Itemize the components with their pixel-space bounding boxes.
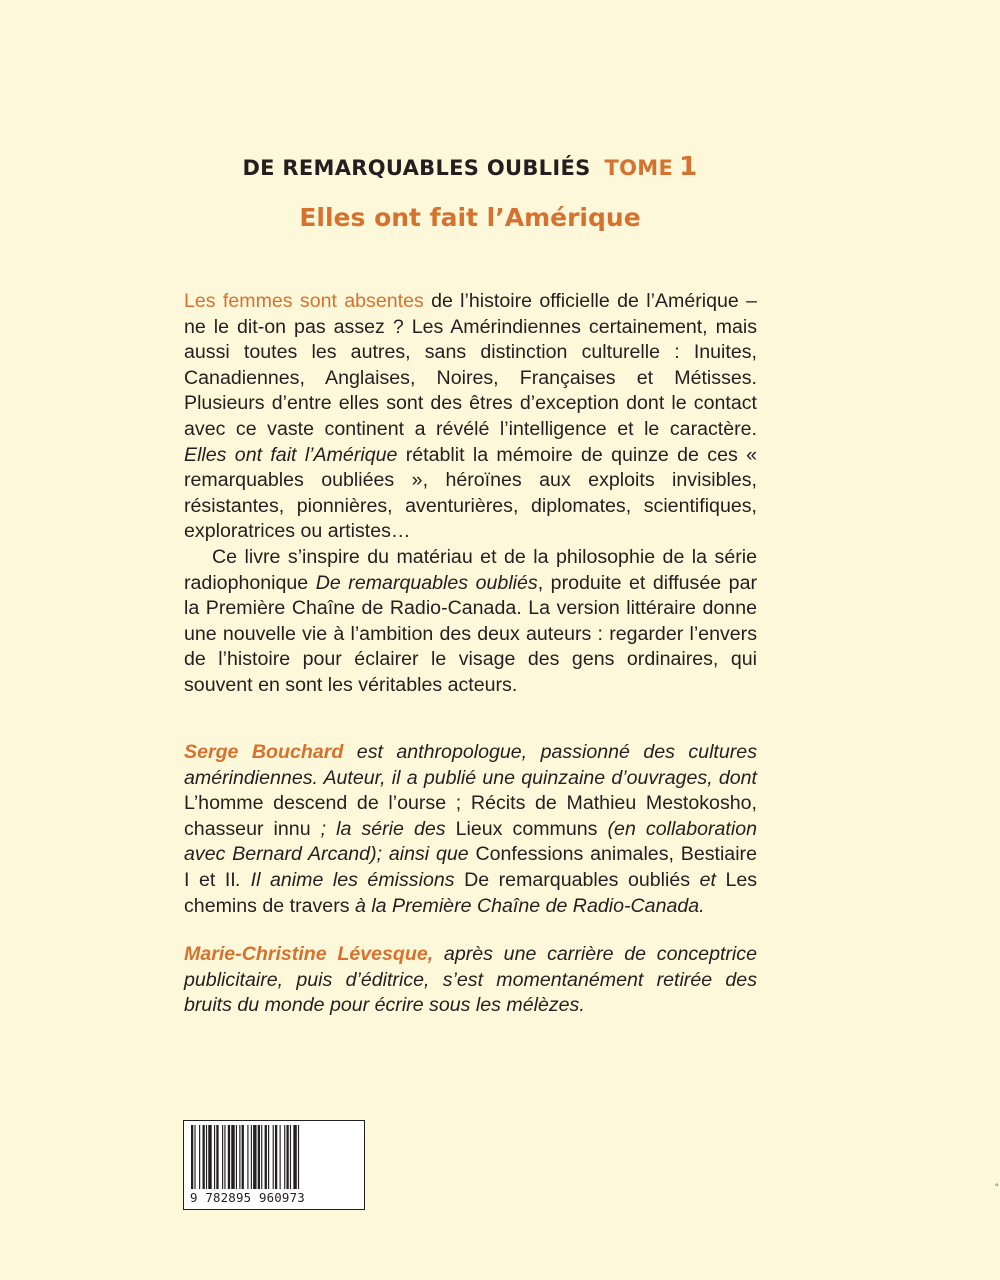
barcode-bar	[280, 1125, 281, 1189]
author-bio-levesque	[184, 942, 757, 1019]
work-title: De remarquables oubliés	[464, 868, 691, 891]
barcode-bar	[228, 1125, 230, 1189]
bio-text: à la Première Chaîne de Radio-Canada.	[349, 894, 705, 917]
bio-text: ;	[446, 792, 471, 815]
tome-label: TOME	[604, 156, 674, 180]
barcode-bar	[290, 1125, 291, 1189]
bio-paragraph	[184, 740, 757, 919]
author-name: Marie-Christine Lévesque,	[184, 943, 434, 965]
author-bio-bouchard	[184, 740, 757, 919]
edge-mark: ◦	[995, 1180, 999, 1191]
work-title: Lieux communs	[455, 817, 598, 840]
bio-text: est anthropologue, passionné des cultures amérindiennes. Auteur, il a publié une quinzaine d’ouvrages, dont	[184, 741, 757, 789]
barcode-bar	[265, 1125, 267, 1189]
summary-text: de l’histoire officielle de l’Amérique – ne le dit-on pas assez ? Les Amérindiennes certainement, mais aussi toutes les autres, sans distinction culturelle : Inuites, Canadiennes, Anglaises, Noires, Françaises et Métisses. Plusieurs d’entre elles sont des êtres d’exception dont le contact avec ce vaste continent a révélé l’intelligence et le caractère.	[184, 290, 757, 440]
bio-text: . Il anime les émissions	[235, 868, 465, 891]
summary-paragraph-1	[184, 289, 757, 545]
barcode-bar	[298, 1125, 299, 1189]
bio-text: ; la série des	[310, 817, 456, 840]
barcode-bar	[216, 1125, 218, 1189]
summary-book-title: Elles ont fait l’Amérique	[184, 443, 398, 466]
barcode-bar	[293, 1125, 296, 1189]
barcode-bar	[242, 1125, 244, 1189]
work-title: Récits de Mathieu Mestokosho, chasseur innu	[184, 792, 757, 840]
series-header	[0, 152, 940, 182]
barcode-bar	[203, 1125, 205, 1189]
work-title: L’homme descend de l’ourse	[184, 792, 447, 815]
barcode-bar	[208, 1125, 211, 1189]
barcode-bar	[191, 1125, 193, 1189]
barcode-bar	[284, 1125, 285, 1189]
barcode-bar	[214, 1125, 215, 1189]
isbn-number: 9 782895 960973	[190, 1190, 305, 1205]
bio-paragraph	[184, 942, 757, 1019]
barcode-bar	[251, 1125, 252, 1189]
barcode-bar	[247, 1125, 248, 1189]
barcode-bar	[199, 1125, 200, 1189]
bio-text: et	[690, 868, 726, 891]
barcode-bar	[268, 1125, 269, 1189]
barcode-bar	[253, 1125, 256, 1189]
summary-text: rétablit la mémoire de quinze de ces « remarquables oubliées », héroïnes aux exploits invisibles, résistantes, pionnières, aventurières, diplomates, scientifiques, exploratrices ou artistes…	[184, 443, 757, 543]
barcode-bars	[189, 1125, 359, 1189]
bio-text: après une carrière de conceptrice publicitaire, puis d’éditrice, s’est momentanément retirée des bruits du monde pour écrire sous les mélèzes.	[184, 943, 757, 1017]
isbn-barcode	[183, 1120, 365, 1210]
barcode-bar	[261, 1125, 262, 1189]
barcode-bar	[206, 1125, 207, 1189]
work-title: Les chemins de travers	[184, 868, 758, 917]
summary-paragraph-2	[184, 545, 757, 699]
barcode-bar	[231, 1125, 234, 1189]
tome-number: 1	[679, 152, 698, 182]
book-title: Elles ont fait l’Amérique	[299, 203, 641, 232]
barcode-bar	[236, 1125, 237, 1189]
bio-text: (en collaboration avec Bernard Arcand); ainsi que	[184, 817, 757, 866]
summary-text: Ce livre s’inspire du matériau et de la philosophie de la série radiophonique	[184, 545, 757, 594]
barcode-bar	[224, 1125, 225, 1189]
work-title: Confessions animales, Bestiaire I et II	[184, 843, 757, 891]
barcode-bar	[222, 1125, 223, 1189]
summary-text: , produite et diffusée par la Première Chaîne de Radio-Canada. La version littéraire donne une nouvelle vie à l’ambition des deux auteurs : regarder l’envers de l’histoire pour éclairer le visage des gens ordinaires, qui souvent en sont les véritables acteurs.	[184, 571, 757, 696]
summary-lead: Les femmes sont absentes	[184, 290, 424, 312]
summary-series-title: De remarquables oubliés	[315, 571, 538, 594]
barcode-bar	[275, 1125, 277, 1189]
book-summary	[184, 289, 757, 699]
barcode-bar	[258, 1125, 260, 1189]
barcode-bar	[273, 1125, 274, 1189]
barcode-bar	[286, 1125, 288, 1189]
author-name: Serge Bouchard	[184, 741, 344, 763]
series-name: DE REMARQUABLES OUBLIÉS	[242, 156, 591, 180]
barcode-bar	[194, 1125, 195, 1189]
barcode-bar	[239, 1125, 240, 1189]
